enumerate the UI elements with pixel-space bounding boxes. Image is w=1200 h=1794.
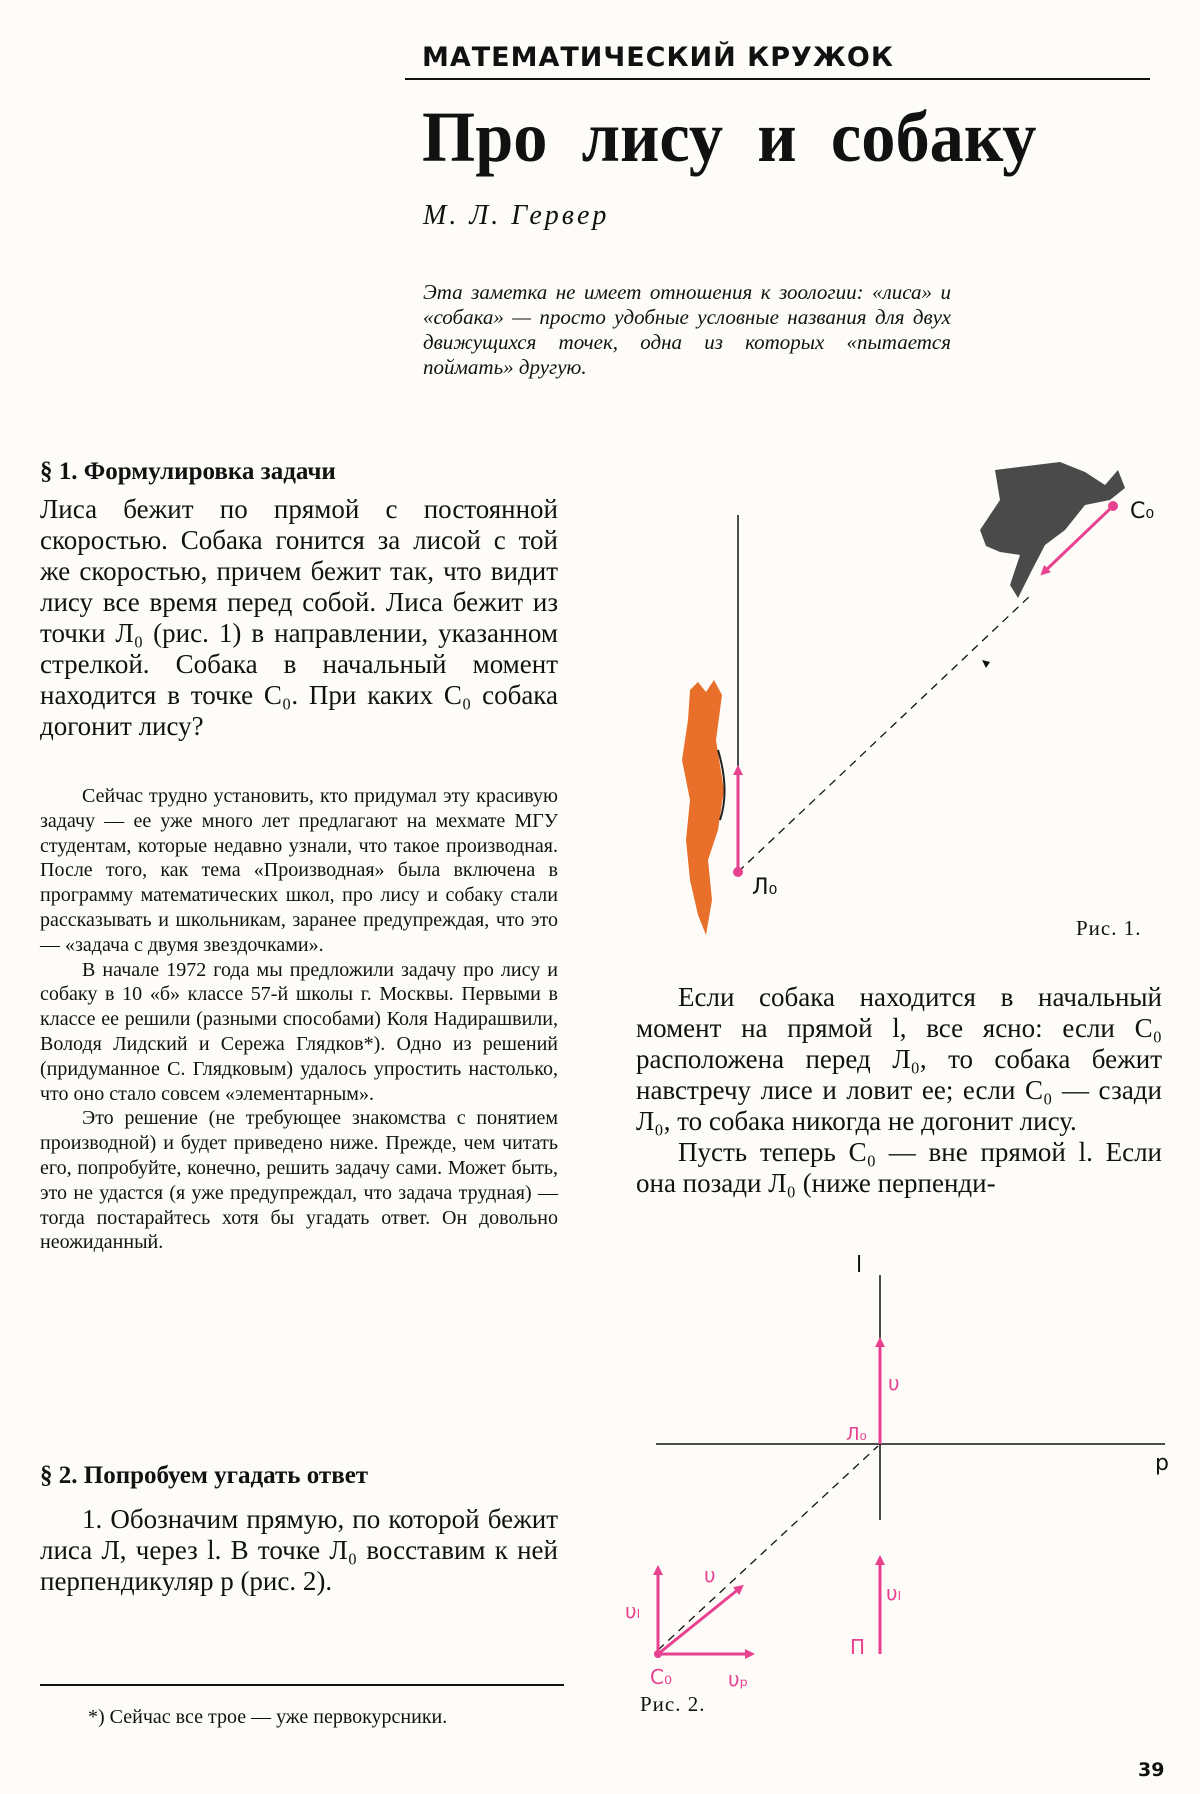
footnote: *) Сейчас все трое — уже первокурсники.	[88, 1706, 448, 1728]
fig1-label-fox: Л₀	[752, 875, 778, 900]
section-rubric: МАТЕМАТИЧЕСКИЙ КРУЖОК	[422, 42, 894, 73]
fig2-label-C0: C₀	[650, 1665, 672, 1689]
fig1-label-dog: C₀	[1130, 499, 1155, 524]
article-title: Про лису и собаку	[422, 97, 1037, 177]
epigraph: Эта заметка не имеет отношения к зоологии: «лиса» и «собака» — просто удобные условные названия для двух движущихся точек, одна из которых «пытается поймать» другую.	[423, 280, 951, 379]
right-para2: Пусть теперь С₀ — вне прямой l. Если она позади Л₀ (ниже перпенди-	[636, 1137, 1162, 1198]
fig2-label-vl-right: υₗ	[886, 1581, 901, 1605]
v-arrow-diag	[658, 1588, 740, 1654]
section2-heading: § 2. Попробуем угадать ответ	[40, 1462, 369, 1489]
line-of-sight	[738, 594, 1032, 872]
figure2	[625, 1253, 1169, 1691]
section1-para1: Сейчас трудно установить, кто придумал эту красивую задачу — ее уже много лет предлагают на мехмате МГУ студентам, которые недавно узнали, что такое производная. После того, как тема «Производная» была включена в программу математических школ, про лису и собаку стали рассказывать и школьникам, заранее предупреждая, что это — «задача с двумя звездочками».	[40, 785, 558, 956]
figure1-caption: Рис. 1.	[1076, 916, 1142, 940]
section1-heading: § 1. Формулировка задачи	[40, 458, 336, 485]
page-number: 39	[1138, 1759, 1165, 1781]
right-para1: Если собака находится в начальный момент на прямой l, все ясно: если С₀ расположена перед Л₀, то собака бежит навстречу лисе и ловит ее; если С₀ — сзади Л₀, то собака никогда не догонит лису.	[636, 982, 1162, 1136]
section1-para2: В начале 1972 года мы предложили задачу про лису и собаку в 10 «б» классе 57-й школы г. Москвы. Первыми в классе ее решили (разными способами) Коля Надирашвили, Володя Лидский и Сережа Глядков*). Одно из решений (придуманное С. Глядковым) удалось упростить настолько, что оно стало совсем «элементарным».	[40, 958, 558, 1105]
c0-to-l0-dashed	[658, 1446, 878, 1650]
figure2-caption: Рис. 2.	[640, 1692, 706, 1716]
sight-arrow-icon	[982, 660, 990, 668]
fox-start-point	[733, 867, 743, 877]
fig2-label-P: П	[850, 1635, 866, 1659]
fig2-label-l: l	[856, 1253, 863, 1278]
fig2-label-v-diag: υ	[704, 1563, 716, 1587]
section1-para3: Это решение (не требующее знакомства с понятием производной) и будет приведено ниже. Прежде, чем читать его, попробуйте, конечно, решить задачу сами. Может быть, это не удастся (я уже предупреждал, что задача трудная) — тогда постарайтесь хотя бы угадать ответ. Он довольно неожиданный.	[40, 1107, 558, 1254]
dog-icon	[980, 462, 1125, 598]
fig2-label-v-top: υ	[888, 1371, 900, 1395]
section2-para1: 1. Обозначим прямую, по которой бежит лиса Л, через l. В точке Л₀ восставим к ней перпендикуляр p (рис. 2).	[40, 1504, 558, 1596]
c0-point	[654, 1650, 662, 1658]
fig2-label-p: p	[1155, 1451, 1169, 1476]
figure1	[682, 462, 1154, 935]
fox-icon	[682, 680, 724, 935]
fig2-label-L0: Л₀	[846, 1424, 867, 1445]
dog-start-point	[1108, 501, 1118, 511]
fig2-label-vp: υₚ	[728, 1667, 749, 1691]
problem-text: Лиса бежит по прямой с постоянной скоростью. Собака гонится за лисой с той же скоростью, причем бежит так, что видит лису все время перед собой. Лиса бежит из точки Л₀ (рис. 1) в направлении, указанном стрелкой. Собака в начальный момент находится в точке С₀. При каких С₀ собака догонит лису?	[40, 494, 558, 741]
article-author: М. Л. Гервер	[423, 200, 610, 231]
fig2-label-vl-left: υₗ	[625, 1599, 640, 1623]
